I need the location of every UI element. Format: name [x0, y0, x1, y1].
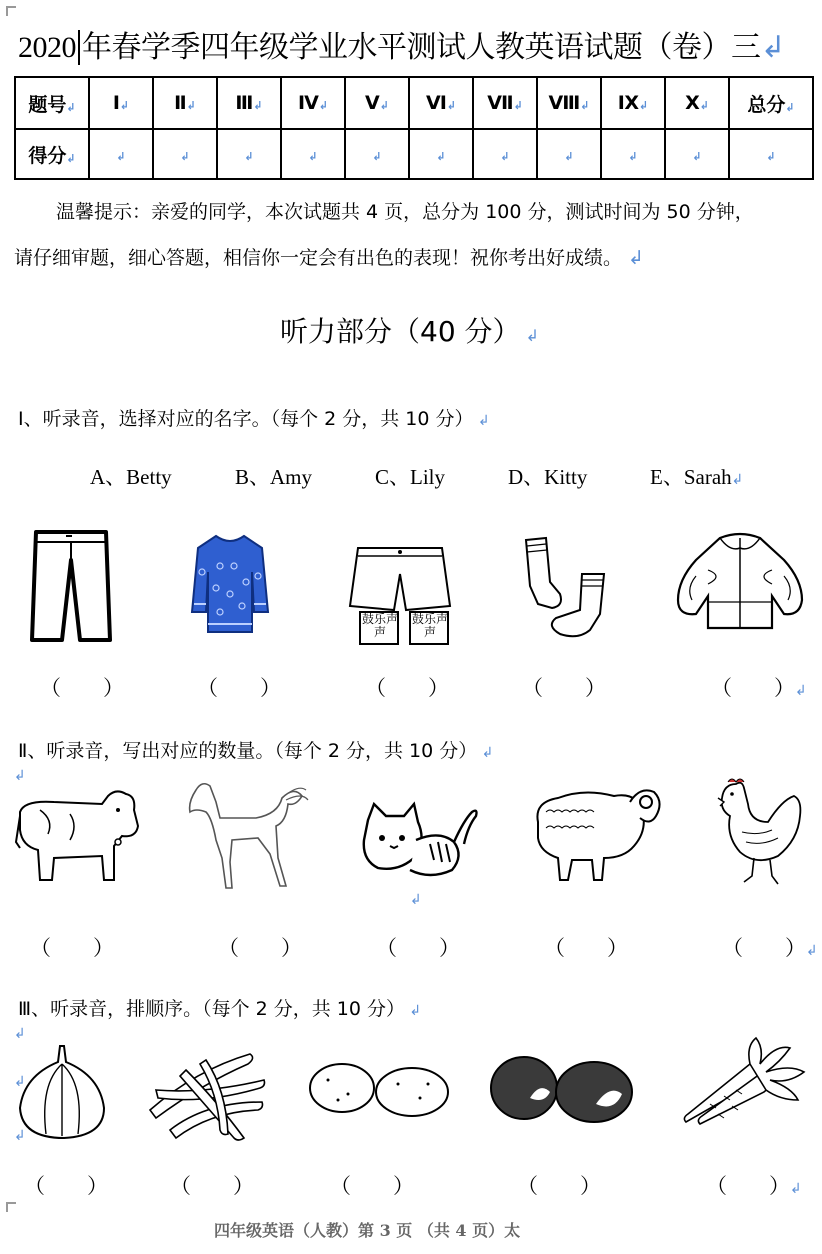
answer-blank[interactable]: （ ） [365, 676, 449, 700]
question-2-heading: Ⅱ、听录音，写出对应的数量。（每个 2 分，共 10 分） ↲ [18, 740, 494, 762]
score-cell[interactable]: ↲ [601, 129, 665, 179]
row-label-question-number: 题号↲ [15, 77, 89, 129]
eggplants-icon [490, 1054, 634, 1124]
score-cell[interactable]: ↲ [217, 129, 281, 179]
score-cell[interactable]: ↲ [537, 129, 601, 179]
return-mark: ↲ [410, 892, 422, 908]
question-1-heading: Ⅰ、听录音，选择对应的名字。（每个 2 分，共 10 分） ↲ [18, 408, 490, 430]
question-3-heading: Ⅲ、听录音，排顺序。（每个 2 分，共 10 分） ↲ [18, 998, 422, 1020]
score-table [14, 76, 814, 180]
score-cell[interactable]: ↲ [89, 129, 153, 179]
option-a: A、Betty [90, 465, 172, 489]
carrots-icon [680, 1034, 810, 1126]
return-mark: ↲ [14, 768, 26, 784]
return-mark: ↲ [14, 1128, 26, 1144]
answer-blank[interactable]: （ ） [218, 936, 302, 960]
option-e: E、Sarah↲ [650, 465, 744, 489]
col-header: Ⅲ↲ [217, 77, 281, 129]
title-text: 年春学季四年级学业水平测试人教英语试题（卷）三 [82, 30, 761, 65]
answer-blank[interactable]: （ ）↲ [711, 676, 807, 700]
col-header: Ⅳ↲ [281, 77, 345, 129]
row-label-score: 得分↲ [15, 129, 89, 179]
sweater-icon [190, 532, 270, 640]
cow-icon [14, 786, 142, 886]
jacket-icon [672, 530, 808, 634]
option-d: D、Kitty [508, 465, 588, 489]
answer-blank[interactable]: （ ）↲ [706, 1174, 802, 1198]
score-cell[interactable]: ↲ [153, 129, 217, 179]
col-header: Ⅵ↲ [409, 77, 473, 129]
answer-blank[interactable]: （ ） [170, 1174, 254, 1198]
score-cell[interactable]: ↲ [281, 129, 345, 179]
answer-blank[interactable]: （ ） [376, 936, 460, 960]
shorts-tag-left: 鼓乐声声 [362, 612, 399, 639]
col-header: Ⅰ↲ [89, 77, 153, 129]
score-cell[interactable]: ↲ [473, 129, 537, 179]
col-header: Ⅷ↲ [537, 77, 601, 129]
return-mark: ↲ [14, 1026, 26, 1042]
section-title: 听力部分（40 分） ↲ [280, 315, 540, 348]
page-title: 2020 年春学季四年级学业水平测试人教英语试题（卷）三↲ [18, 30, 786, 65]
tip-line-1: 温馨提示：亲爱的同学，本次试题共 4 页，总分为 100 分，测试时间为 50 分钟， [56, 201, 754, 223]
horse-icon [186, 778, 310, 896]
score-cell[interactable]: ↲ [665, 129, 729, 179]
col-header: Ⅸ↲ [601, 77, 665, 129]
answer-blank[interactable]: （ ） [24, 1174, 108, 1198]
sheep-icon [524, 782, 666, 886]
crop-mark [6, 6, 16, 16]
score-cell[interactable]: ↲ [409, 129, 473, 179]
answer-blank[interactable]: （ ）↲ [722, 936, 818, 960]
potatoes-icon [308, 1060, 450, 1120]
page-footer: 四年级英语（人教）第 3 页 （共 4 页）太 [214, 1221, 521, 1240]
answer-blank[interactable]: （ ） [40, 676, 124, 700]
answer-blank[interactable]: （ ） [522, 676, 606, 700]
green-beans-icon [146, 1050, 270, 1144]
hen-icon [712, 776, 810, 888]
shorts-tag-right: 鼓乐声声 [412, 612, 449, 639]
col-header: Ⅱ↲ [153, 77, 217, 129]
onion-icon [16, 1044, 110, 1140]
option-c: C、Lily [375, 465, 446, 489]
col-header: Ⅹ↲ [665, 77, 729, 129]
return-mark: ↲ [14, 1074, 26, 1090]
answer-blank[interactable]: （ ） [517, 1174, 601, 1198]
tip-line-2: 请仔细审题，细心答题，相信你一定会有出色的表现！祝你考出好成绩。 ↲ [14, 247, 644, 269]
answer-blank[interactable]: （ ） [330, 1174, 414, 1198]
cat-icon [360, 800, 480, 880]
col-header-total: 总分↲ [729, 77, 813, 129]
trousers-icon [28, 528, 114, 644]
socks-icon [520, 534, 612, 640]
col-header: Ⅶ↲ [473, 77, 537, 129]
option-b: B、Amy [235, 465, 313, 489]
score-cell[interactable]: ↲ [345, 129, 409, 179]
crop-mark [6, 1202, 16, 1212]
col-header: Ⅴ↲ [345, 77, 409, 129]
answer-blank[interactable]: （ ） [30, 936, 114, 960]
answer-blank[interactable]: （ ） [197, 676, 281, 700]
answer-blank[interactable]: （ ） [544, 936, 628, 960]
score-cell-total[interactable]: ↲ [729, 129, 813, 179]
